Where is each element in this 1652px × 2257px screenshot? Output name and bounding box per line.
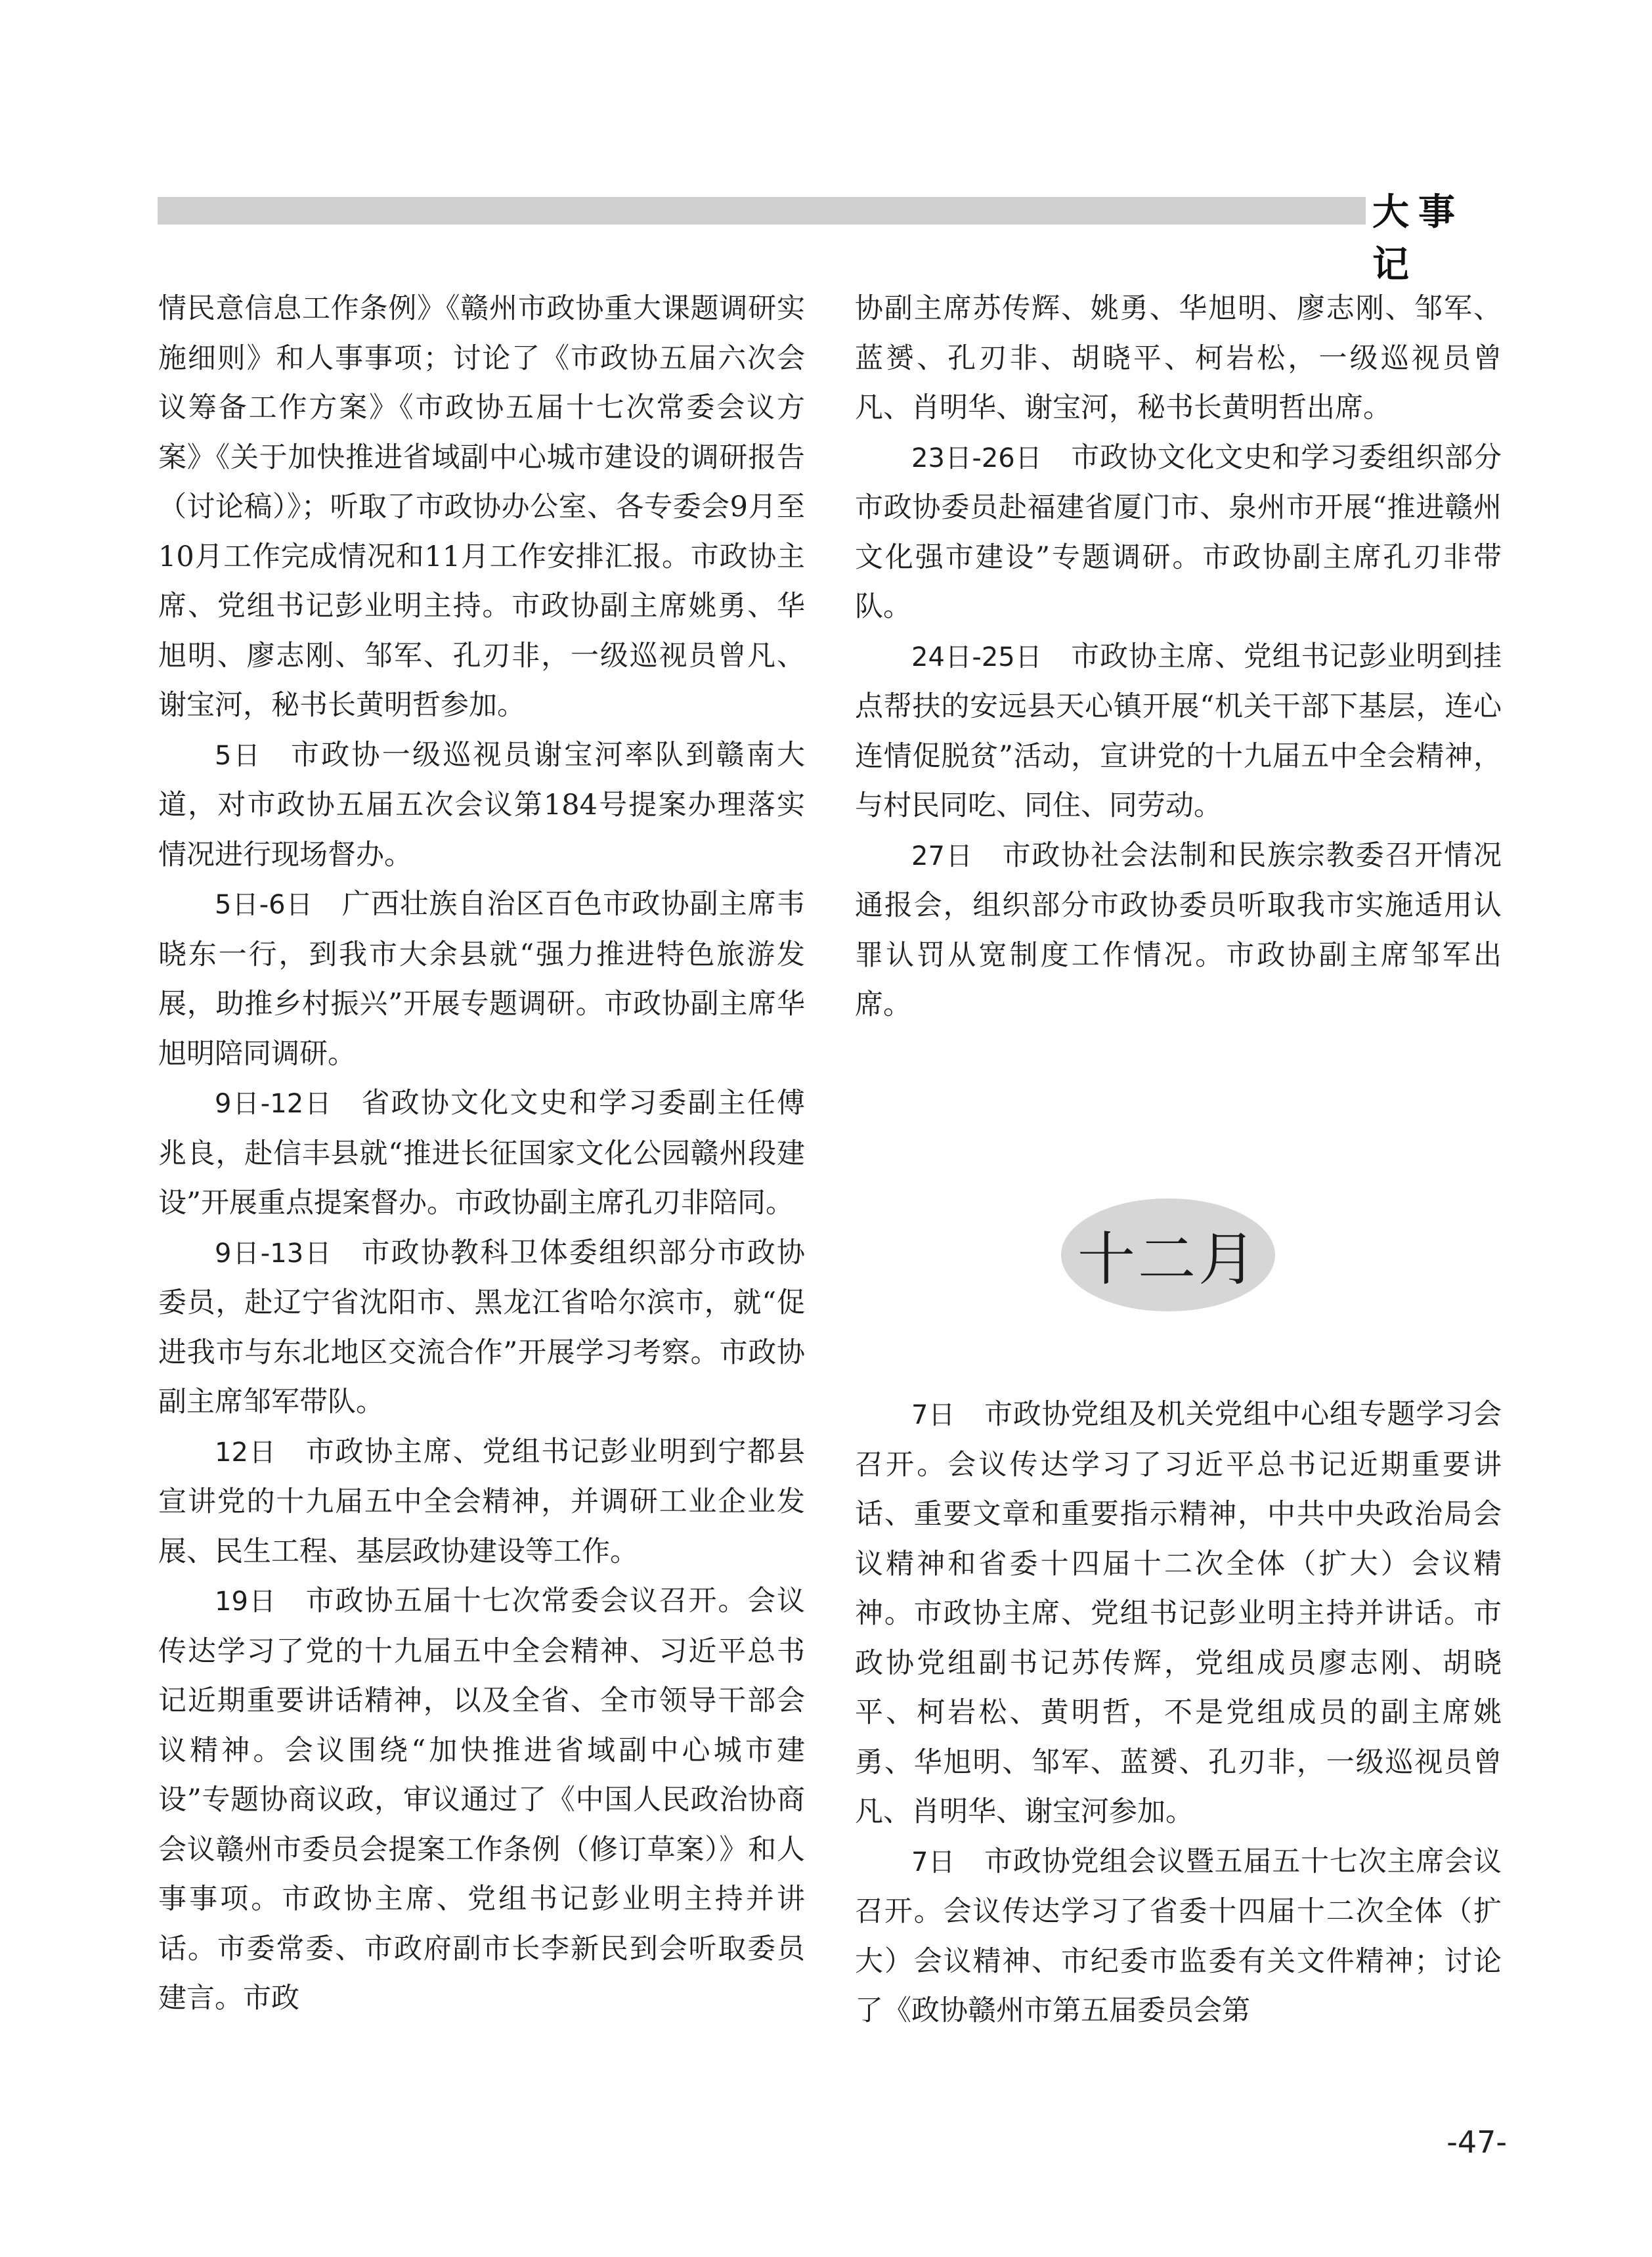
december-column xyxy=(855,1390,1502,2036)
event-text: 市政协社会法制和民族宗教委召开情况通报会，组织部分市政协委员听取我市实施适用认罪认罚从宽制度工作情况。市政协副主席邹军出席。 xyxy=(855,839,1502,1021)
continued-paragraph: 协副主席苏传辉、姚勇、华旭明、廖志刚、邹军、蓝赟、孔刃非、胡晓平、柯岩松，一级巡视员曾凡、肖明华、谢宝河，秘书长黄明哲出席。 xyxy=(855,292,1502,424)
event-text: 市政协文化文史和学习委组织部分市政协委员赴福建省厦门市、泉州市开展“推进赣州文化强市建设”专题调研。市政协副主席孔刃非带队。 xyxy=(855,441,1502,623)
event-entry xyxy=(855,632,1502,831)
event-text: 市政协教科卫体委组织部分市政协委员，赴辽宁省沈阳市、黑龙江省哈尔滨市，就“促进我市与东北地区交流合作”开展学习考察。市政协副主席邹军带队。 xyxy=(158,1236,806,1418)
event-text: 市政协党组及机关党组中心组专题学习会召开。会议传达学习了习近平总书记近期重要讲话、重要文章和重要指示精神，中共中央政治局会议精神和省委十四届十二次全体（扩大）会议精神。市政协主席、党组书记彭业明主持并讲话。市政协党组副书记苏传辉，党组成员廖志刚、胡晓平、柯岩松、黄明哲，不是党组成员的副主席姚勇、华旭明、邹军、蓝赟、孔刃非，一级巡视员曾凡、肖明华、谢宝河参加。 xyxy=(855,1398,1502,1828)
event-entry xyxy=(855,831,1502,1030)
event-text: 省政协文化文史和学习委副主任傅兆良，赴信丰县就“推进长征国家文化公园赣州段建设”开展重点提案督办。市政协副主席孔刃非陪同。 xyxy=(158,1087,806,1219)
event-text: 广西壮族自治区百色市政协副主席韦晓东一行，到我市大余县就“强力推进特色旅游发展，助推乡村振兴”开展专题调研。市政协副主席华旭明陪同调研。 xyxy=(158,888,806,1070)
page-number: -47- xyxy=(1446,2124,1507,2160)
event-date: 27日 xyxy=(911,841,974,871)
header-rule-bar xyxy=(158,197,1366,225)
event-date: 19日 xyxy=(215,1587,277,1617)
event-text: 市政协党组会议暨五届五十七次主席会议召开。会议传达学习了省委十四届十二次全体（扩大）会议精神、市纪委市监委有关文件精神；讨论了《政协赣州市第五届委员会第 xyxy=(855,1845,1502,2027)
event-entry xyxy=(158,1428,805,1577)
event-date: 9日-12日 xyxy=(215,1089,333,1119)
event-date: 9日-13日 xyxy=(215,1238,333,1269)
event-entry xyxy=(158,1079,805,1229)
event-entry xyxy=(855,433,1502,632)
event-date: 7日 xyxy=(911,1400,956,1430)
event-date: 7日 xyxy=(911,1847,956,1877)
event-text: 市政协主席、党组书记彭业明到宁都县宣讲党的十九届五中全会精神，并调研工业企业发展、民生工程、基层政协建设等工作。 xyxy=(158,1435,805,1568)
event-entry xyxy=(158,1577,805,2024)
event-date: 24日-25日 xyxy=(911,642,1043,672)
continued-paragraph: 情民意信息工作条例》《赣州市政协重大课题调研实施细则》和人事事项；讨论了《市政协五届六次会议筹备工作方案》《市政协五届十七次常委会议方案》《关于加快推进省域副中心城市建设的调研报告（讨论稿）》；听取了市政协办公室、各专委会9月至10月工作完成情况和11月工作安排汇报。市政协主席、党组书记彭业明主持。市政协副主席姚勇、华旭明、廖志刚、邹军、孔刃非，一级巡视员曾凡、谢宝河，秘书长黄明哲参加。 xyxy=(158,292,805,722)
event-entry xyxy=(855,1390,1502,1837)
section-title: 大事记 xyxy=(1372,190,1464,286)
event-entry xyxy=(158,731,805,881)
event-text: 市政协一级巡视员谢宝河率队到赣南大道，对市政协五届五次会议第184号提案办理落实情况进行现场督办。 xyxy=(158,738,806,871)
event-date: 23日-26日 xyxy=(911,443,1043,473)
event-date: 12日 xyxy=(215,1437,277,1468)
event-entry xyxy=(158,1229,805,1428)
month-heading-badge: 十二月 xyxy=(1061,1198,1275,1311)
left-column xyxy=(158,284,805,2024)
event-text: 市政协主席、党组书记彭业明到挂点帮扶的安远县天心镇开展“机关干部下基层，连心连情促脱贫”活动，宣讲党的十九届五中全会精神，与村民同吃、同住、同劳动。 xyxy=(855,640,1502,822)
event-date: 5日-6日 xyxy=(215,890,313,920)
right-column xyxy=(855,284,1502,1030)
event-text: 市政协五届十七次常委会议召开。会议传达学习了党的十九届五中全会精神、习近平总书记近期重要讲话精神，以及全省、全市领导干部会议精神。会议围绕“加快推进省域副中心城市建设”专题协商议政，审议通过了《中国人民政治协商会议赣州市委员会提案工作条例（修订草案）》和人事事项。市政协主席、党组书记彭业明主持并讲话。市委常委、市政府副市长李新民到会听取委员建言。市政 xyxy=(158,1585,805,2015)
event-date: 5日 xyxy=(215,740,262,771)
event-entry xyxy=(158,880,805,1079)
event-entry xyxy=(855,1837,1502,2036)
